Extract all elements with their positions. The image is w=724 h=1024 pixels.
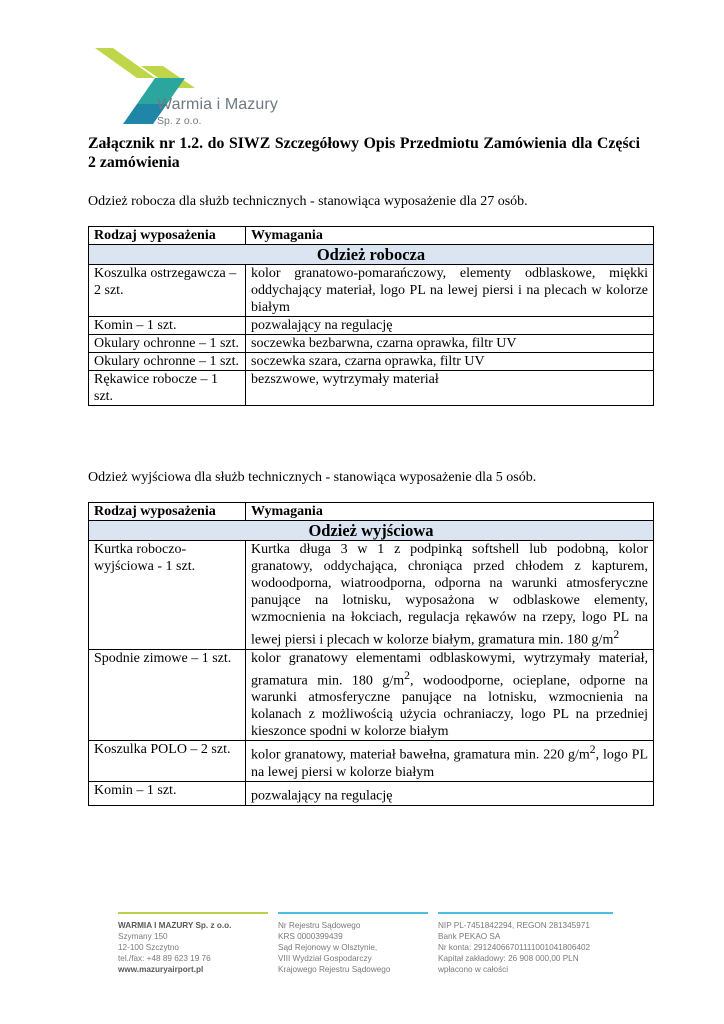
- requirements-text: kolor granatowy, materiał bawełna, gramatura min. 220 g/m: [251, 747, 590, 763]
- footer-postcode: 12-100 Szczytno: [118, 943, 179, 952]
- item-cell: Spodnie zimowe – 1 szt.: [89, 649, 246, 741]
- footer-divider: [438, 912, 613, 914]
- requirements-text-tail: , wodoodporne, ocieplane, odporne na warunki atmosferyczne panujące na lotnisku, wzmocnienia na kolanach z możliwością użycia ochraniaczy, logo PL na przedniej kieszonce spodni w kolorze białym: [251, 673, 648, 740]
- logo-name: Warmia i Mazury: [157, 96, 278, 113]
- logo-subtitle: Sp. z o.o.: [157, 115, 202, 127]
- group-row: [89, 521, 654, 541]
- footer-phone: tel./fax: +48 89 623 19 76: [118, 954, 211, 963]
- item-cell: Komin – 1 szt.: [89, 781, 246, 805]
- work-clothing-table: [88, 226, 654, 406]
- requirements-text: pozwalający na regulację: [251, 788, 393, 804]
- footer-registry-line: Krajowego Rejestru Sądowego: [278, 965, 391, 974]
- footer-registry: [278, 912, 428, 975]
- column-header-type: Rodzaj wyposażenia: [89, 227, 246, 245]
- requirements-cell: [246, 541, 654, 650]
- footer-address: Szymany 150: [118, 932, 168, 941]
- requirements-cell: kolor granatowo-pomarańczowy, elementy odblaskowe, miękki oddychający materiał, logo PL na lewej piersi i na plecach w kolorze białym: [246, 265, 654, 317]
- item-cell: Kurtka roboczo-wyjściowa - 1 szt.: [89, 541, 246, 650]
- footer-website-link[interactable]: www.mazuryairport.pl: [118, 965, 204, 974]
- footer-registry-line: KRS 0000399439: [278, 932, 343, 941]
- requirements-cell: [246, 649, 654, 741]
- footer-company-name: WARMIA I MAZURY Sp. z o.o.: [118, 921, 232, 930]
- footer-finance-line: Nr konta: 29124066701111001041806402: [438, 943, 591, 952]
- requirements-text: Kurtka długa 3 w 1 z podpinką softshell lub podobną, kolor granatowy, oddychająca, chroniąca przed chłodem z kapturem, wodoodporna, wiatroodporna, odporna na warunki atmosferyczne panujące na lotnisku, wyposażona w odblaskowe elementy, wzmocnienia na łokciach, regulacja rękawów na rzepy, logo PL na lewej piersi i plecach w kolorze białym, gramatura min. 180 g/m: [251, 542, 648, 648]
- group-row: [89, 245, 654, 265]
- table-row: [89, 265, 654, 317]
- group-title: Odzież robocza: [89, 245, 654, 265]
- table-row: [89, 353, 654, 371]
- unit-superscript: 2: [589, 743, 596, 757]
- item-cell: Rękawice robocze – 1 szt.: [89, 371, 246, 406]
- item-cell: Okulary ochronne – 1 szt.: [89, 353, 246, 371]
- requirements-cell: [246, 741, 654, 782]
- section2-intro: Odzież wyjściowa dla służb technicznych - stanowiąca wyposażenie dla 5 osób.: [88, 470, 537, 485]
- footer-registry-line: Sąd Rejonowy w Olsztynie,: [278, 943, 378, 952]
- requirements-text-tail: , logo PL na lewej piersi w kolorze białym: [251, 747, 648, 780]
- document-title: Załącznik nr 1.2. do SIWZ Szczegółowy Opis Przedmiotu Zamówienia dla Części 2 zamówienia: [88, 135, 640, 171]
- item-cell: Koszulka ostrzegawcza – 2 szt.: [89, 265, 246, 317]
- footer-divider: [118, 912, 268, 914]
- unit-superscript: 2: [613, 628, 620, 641]
- table-row: [89, 781, 654, 805]
- requirements-text: kolor granatowy elementami odblaskowymi, wytrzymały materiał, gramatura min. 180 g/m: [251, 650, 648, 689]
- footer-finance: [438, 912, 613, 975]
- requirements-cell: pozwalający na regulację: [246, 317, 654, 335]
- group-title: Odzież wyjściowa: [89, 521, 654, 541]
- column-header-type: Rodzaj wyposażenia: [89, 503, 246, 521]
- requirements-cell: bezszwowe, wytrzymały materiał: [246, 371, 654, 406]
- table-row: [89, 335, 654, 353]
- column-header-requirements: Wymagania: [246, 503, 654, 521]
- requirements-cell: [246, 781, 654, 805]
- table-header-row: [89, 503, 654, 521]
- item-cell: Okulary ochronne – 1 szt.: [89, 335, 246, 353]
- requirements-cell: soczewka bezbarwna, czarna oprawka, filtr UV: [246, 335, 654, 353]
- footer-registry-line: VIII Wydział Gospodarczy: [278, 954, 372, 963]
- column-header-requirements: Wymagania: [246, 227, 654, 245]
- item-cell: Koszulka POLO – 2 szt.: [89, 741, 246, 782]
- table-header-row: [89, 227, 654, 245]
- footer-finance-line: NIP PL-7451842294, REGON 281345971: [438, 921, 590, 930]
- footer-finance-line: wpłacono w całości: [438, 965, 509, 974]
- footer-registry-line: Nr Rejestru Sądowego: [278, 921, 361, 930]
- formal-clothing-table: [88, 502, 654, 806]
- footer-divider: [278, 912, 428, 914]
- unit-superscript: 2: [404, 668, 410, 682]
- table-row: [89, 649, 654, 741]
- table-row: [89, 371, 654, 406]
- section1-intro: Odzież robocza dla służb technicznych - stanowiąca wyposażenie dla 27 osób.: [88, 194, 528, 209]
- footer-finance-line: Bank PEKAO SA: [438, 932, 501, 941]
- footer-finance-line: Kapitał zakładowy: 26 908 000,00 PLN: [438, 954, 579, 963]
- logo-wordmark: [157, 96, 278, 128]
- item-cell: Komin – 1 szt.: [89, 317, 246, 335]
- requirements-cell: soczewka szara, czarna oprawka, filtr UV: [246, 353, 654, 371]
- table-row: [89, 741, 654, 782]
- footer-company: [118, 912, 268, 975]
- table-row: [89, 317, 654, 335]
- table-row: [89, 541, 654, 650]
